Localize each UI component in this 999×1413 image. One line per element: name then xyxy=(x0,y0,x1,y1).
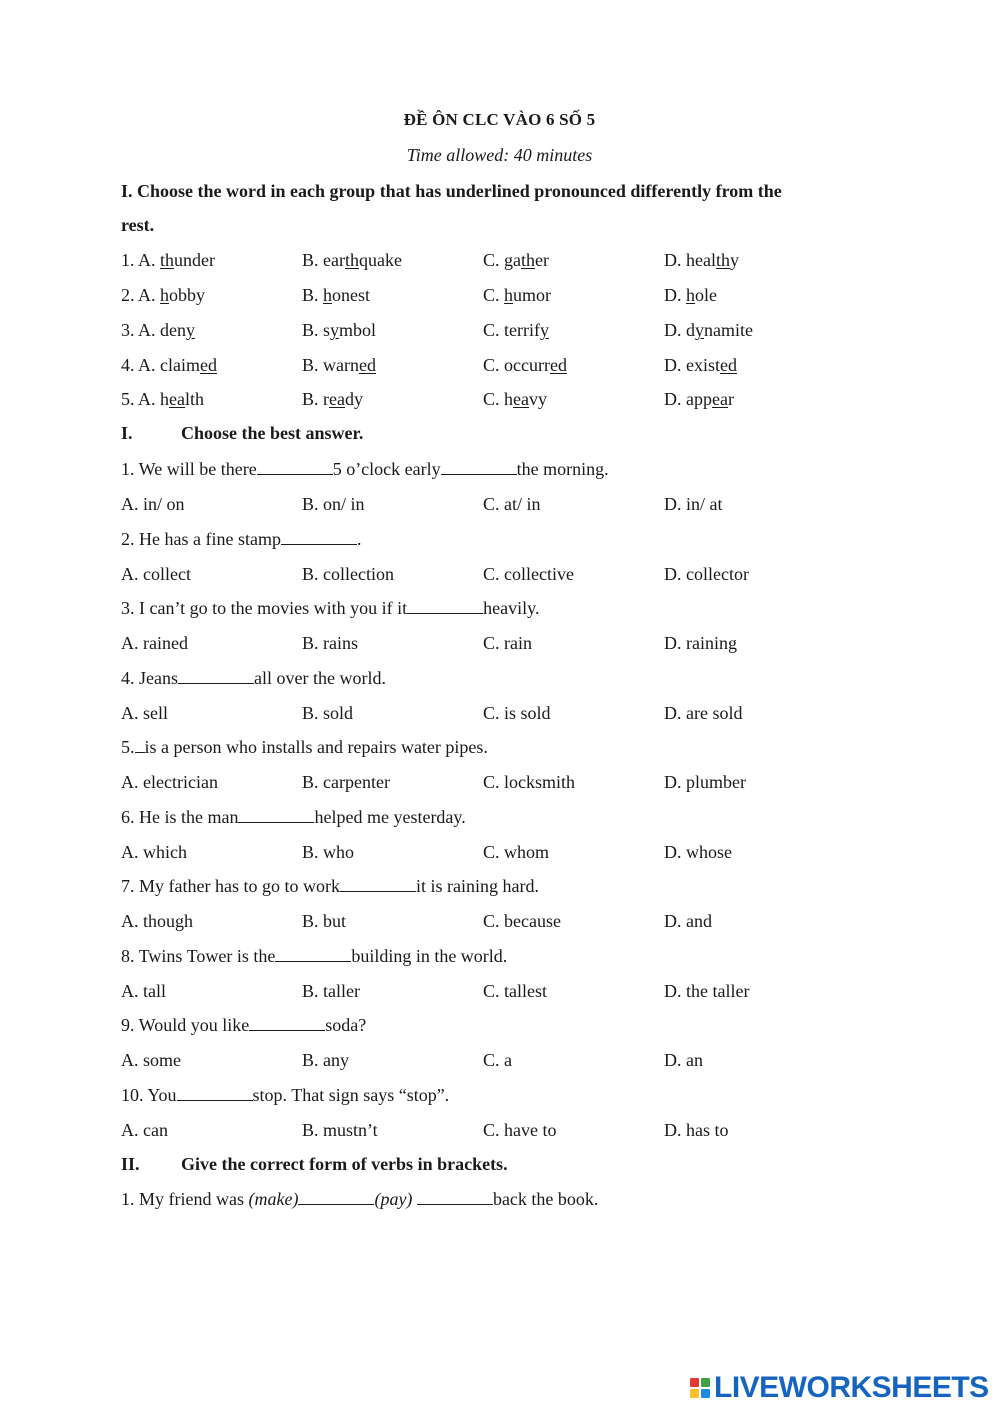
option-text: C. xyxy=(483,285,505,305)
option-text: D. d xyxy=(664,320,695,340)
answer-blank[interactable] xyxy=(407,597,483,614)
verb-hint-1: (make) xyxy=(248,1189,299,1209)
option-a[interactable] xyxy=(121,387,204,411)
section2-number: I. xyxy=(121,423,133,443)
option-c[interactable]: C. tallest xyxy=(483,981,547,1001)
option-text: quake xyxy=(359,250,402,270)
question-text: the morning. xyxy=(516,459,609,479)
underlined-letters: ea xyxy=(513,389,529,409)
question-text: soda? xyxy=(325,1015,367,1035)
logo-square-icon xyxy=(701,1389,710,1398)
option-text: B. r xyxy=(302,389,329,409)
option-text: A. xyxy=(138,250,161,270)
option-a[interactable]: A. which xyxy=(121,842,187,862)
answer-blank[interactable] xyxy=(238,806,314,823)
option-d[interactable]: D. and xyxy=(664,911,712,931)
question-4 xyxy=(121,666,386,690)
option-b[interactable]: B. mustn’t xyxy=(302,1120,378,1140)
question-text: helped me yesterday. xyxy=(314,807,466,827)
options-row xyxy=(0,1118,999,1142)
underlined-letters: ea xyxy=(169,389,185,409)
option-text: obby xyxy=(169,285,206,305)
underlined-letters: ea xyxy=(329,389,345,409)
option-c[interactable]: C. is sold xyxy=(483,703,551,723)
question-3 xyxy=(121,596,539,620)
option-text: er xyxy=(535,250,549,270)
option-b[interactable]: B. sold xyxy=(302,703,354,723)
question-5 xyxy=(121,735,488,759)
verb-question-suffix: back the book. xyxy=(492,1189,599,1209)
underlined-letters: ea xyxy=(712,389,728,409)
question-number: 2. xyxy=(121,285,135,305)
option-text: y xyxy=(730,250,739,270)
option-a[interactable]: A. rained xyxy=(121,633,188,653)
question-text: 10. You xyxy=(121,1085,177,1105)
option-d[interactable] xyxy=(664,353,737,377)
option-text: C. h xyxy=(483,389,514,409)
pronunciation-row xyxy=(0,387,999,411)
question-number: 3. xyxy=(121,320,135,340)
option-a[interactable]: A. can xyxy=(121,1120,168,1140)
option-text: onest xyxy=(332,285,371,305)
answer-blank[interactable] xyxy=(417,1188,493,1205)
underlined-letters: y xyxy=(695,320,704,340)
option-c[interactable]: C. have to xyxy=(483,1120,557,1140)
option-c[interactable]: C. at/ in xyxy=(483,494,541,514)
option-b[interactable] xyxy=(302,283,370,307)
option-b[interactable]: B. rains xyxy=(302,633,358,653)
option-a[interactable] xyxy=(121,283,205,307)
option-b[interactable] xyxy=(302,353,376,377)
options-row xyxy=(0,492,999,516)
section1-heading-cont: rest. xyxy=(121,215,155,235)
option-a[interactable]: A. collect xyxy=(121,564,191,584)
option-a[interactable] xyxy=(121,318,195,342)
option-d[interactable] xyxy=(664,387,734,411)
option-text: vy xyxy=(529,389,547,409)
page-title: ĐỀ ÔN CLC VÀO 6 SỐ 5 xyxy=(403,110,596,129)
pronunciation-row xyxy=(0,318,999,342)
option-c[interactable]: C. collective xyxy=(483,564,574,584)
underlined-letters: y xyxy=(330,320,340,340)
question-text: 8. Twins Tower is the xyxy=(121,946,276,966)
option-text: A. den xyxy=(138,320,187,340)
underlined-letters: th xyxy=(521,250,536,270)
verb-question-prefix: 1. My friend was xyxy=(121,1189,249,1209)
logo-square-icon xyxy=(690,1389,699,1398)
question-text: stop. That sign says “stop”. xyxy=(252,1085,450,1105)
option-text: under xyxy=(174,250,216,270)
option-text: B. xyxy=(302,285,324,305)
section3-title: Give the correct form of verbs in brackets. xyxy=(181,1154,508,1174)
underlined-letters: ed xyxy=(200,355,217,375)
section2-title: Choose the best answer. xyxy=(181,423,364,443)
logo-square-icon xyxy=(690,1378,699,1387)
section1-heading: I. Choose the word in each group that has underlined pronounced differently from the xyxy=(121,181,782,201)
option-a[interactable]: A. sell xyxy=(121,703,168,723)
option-text: C. occurr xyxy=(483,355,550,375)
option-text: B. warn xyxy=(302,355,359,375)
question-2 xyxy=(121,527,361,551)
question-text: 3. I can’t go to the movies with you if it xyxy=(121,598,408,618)
option-d[interactable]: D. whose xyxy=(664,842,732,862)
option-b[interactable] xyxy=(302,248,402,272)
option-d[interactable]: D. raining xyxy=(664,633,737,653)
question-number: 1. xyxy=(121,250,135,270)
option-c[interactable]: C. because xyxy=(483,911,561,931)
option-b[interactable]: B. collection xyxy=(302,564,394,584)
option-d[interactable]: D. collector xyxy=(664,564,749,584)
option-text: r xyxy=(727,389,734,409)
underlined-letters: th xyxy=(344,250,359,270)
options-row xyxy=(0,701,999,725)
question-text: . xyxy=(356,529,362,549)
question-text: building in the world. xyxy=(351,946,508,966)
option-d[interactable] xyxy=(664,248,739,272)
option-d[interactable]: D. an xyxy=(664,1050,703,1070)
option-c[interactable]: C. whom xyxy=(483,842,550,862)
option-b[interactable]: B. carpenter xyxy=(302,772,390,792)
underlined-letters: h xyxy=(160,285,170,305)
underlined-letters: ed xyxy=(359,355,376,375)
section3-number: II. xyxy=(121,1154,140,1174)
option-text: A. xyxy=(138,285,161,305)
option-c[interactable]: C. rain xyxy=(483,633,532,653)
option-text: D. exist xyxy=(664,355,720,375)
question-text: 4. Jeans xyxy=(121,668,178,688)
pronunciation-row xyxy=(0,248,999,272)
option-a[interactable] xyxy=(121,248,215,272)
underlined-letters: ed xyxy=(720,355,737,375)
option-b[interactable]: B. who xyxy=(302,842,355,862)
option-c[interactable] xyxy=(483,353,567,377)
section2-heading xyxy=(121,421,363,445)
question-text: all over the world. xyxy=(254,668,386,688)
option-text: A. claim xyxy=(138,355,200,375)
option-c[interactable] xyxy=(483,248,549,272)
option-a[interactable]: A. some xyxy=(121,1050,181,1070)
question-text: 5. xyxy=(121,737,135,757)
option-c[interactable] xyxy=(483,318,549,342)
underlined-letters: th xyxy=(715,250,730,270)
underlined-letters: ed xyxy=(549,355,567,375)
options-row xyxy=(0,909,999,933)
underlined-letters: y xyxy=(186,320,196,340)
underlined-letters: h xyxy=(504,285,514,305)
option-b[interactable]: B. but xyxy=(302,911,347,931)
option-d[interactable] xyxy=(664,318,753,342)
option-text: A. h xyxy=(138,389,170,409)
option-a[interactable] xyxy=(121,353,217,377)
logo-text: LIVEWORKSHEETS xyxy=(714,1371,989,1404)
answer-blank[interactable] xyxy=(340,875,416,892)
answer-blank[interactable] xyxy=(275,945,351,962)
time-allowed: Time allowed: 40 minutes xyxy=(406,145,593,165)
answer-blank[interactable] xyxy=(135,736,145,753)
option-d[interactable]: D. in/ at xyxy=(664,494,723,514)
option-b[interactable]: B. on/ in xyxy=(302,494,365,514)
option-text: D. app xyxy=(664,389,712,409)
option-text: B. s xyxy=(302,320,331,340)
option-text: lth xyxy=(185,389,205,409)
question-text: 9. Would you like xyxy=(121,1015,250,1035)
options-row xyxy=(0,1048,999,1072)
option-c[interactable] xyxy=(483,283,551,307)
question-8 xyxy=(121,944,507,968)
option-b[interactable] xyxy=(302,318,376,342)
question-text: 1. We will be there xyxy=(121,459,257,479)
answer-blank[interactable] xyxy=(257,458,333,475)
answer-blank[interactable] xyxy=(178,667,254,684)
question-number: 4. xyxy=(121,355,135,375)
verb-question-1 xyxy=(121,1187,598,1211)
option-text: umor xyxy=(513,285,552,305)
answer-blank[interactable] xyxy=(177,1084,253,1101)
option-text: D. heal xyxy=(664,250,716,270)
underlined-letters: h xyxy=(686,285,695,305)
answer-blank[interactable] xyxy=(441,458,517,475)
question-6 xyxy=(121,805,466,829)
option-d[interactable]: D. the taller xyxy=(664,981,750,1001)
option-text: mbol xyxy=(339,320,377,340)
question-number: 5. xyxy=(121,389,135,409)
option-text: B. ear xyxy=(302,250,345,270)
option-text: C. terrif xyxy=(483,320,540,340)
options-row xyxy=(0,979,999,1003)
option-a[interactable]: A. tall xyxy=(121,981,166,1001)
option-d[interactable]: D. has to xyxy=(664,1120,729,1140)
question-text: it is raining hard. xyxy=(415,876,539,896)
option-c[interactable]: C. locksmith xyxy=(483,772,576,792)
question-text: is a person who installs and repairs water pipes. xyxy=(144,737,488,757)
question-10 xyxy=(121,1083,449,1107)
question-9 xyxy=(121,1013,366,1037)
underlined-letters: y xyxy=(539,320,549,340)
question-text: 2. He has a fine stamp xyxy=(121,529,281,549)
question-1 xyxy=(121,457,609,481)
pronunciation-row xyxy=(0,283,999,307)
options-row xyxy=(0,562,999,586)
option-a[interactable]: A. electrician xyxy=(121,772,218,792)
option-text: dy xyxy=(344,389,363,409)
option-text: namite xyxy=(704,320,753,340)
option-d[interactable] xyxy=(664,283,717,307)
option-b[interactable] xyxy=(302,387,363,411)
liveworksheets-logo xyxy=(690,1373,989,1403)
options-row xyxy=(0,840,999,864)
answer-blank[interactable] xyxy=(249,1014,325,1031)
logo-square-icon xyxy=(701,1378,710,1387)
question-text: 7. My father has to go to work xyxy=(121,876,340,896)
option-a[interactable]: A. in/ on xyxy=(121,494,185,514)
option-b[interactable]: B. taller xyxy=(302,981,360,1001)
question-text: 5 o’clock early xyxy=(332,459,441,479)
option-c[interactable] xyxy=(483,387,547,411)
options-row xyxy=(0,631,999,655)
pronunciation-row xyxy=(0,353,999,377)
underlined-letters: th xyxy=(160,250,175,270)
option-a[interactable]: A. though xyxy=(121,911,193,931)
question-text: heavily. xyxy=(483,598,540,618)
option-b[interactable]: B. any xyxy=(302,1050,349,1070)
option-c[interactable]: C. a xyxy=(483,1050,512,1070)
option-d[interactable]: D. are sold xyxy=(664,703,743,723)
underlined-letters: h xyxy=(323,285,333,305)
verb-hint-2: (pay) xyxy=(374,1189,413,1209)
option-text: C. ga xyxy=(483,250,521,270)
option-d[interactable]: D. plumber xyxy=(664,772,746,792)
options-row xyxy=(0,770,999,794)
logo-mark-icon xyxy=(690,1378,710,1398)
question-7 xyxy=(121,874,539,898)
option-text: ole xyxy=(695,285,717,305)
question-text: 6. He is the man xyxy=(121,807,239,827)
option-text: D. xyxy=(664,285,686,305)
answer-blank[interactable] xyxy=(298,1188,374,1205)
answer-blank[interactable] xyxy=(281,528,357,545)
section3-heading xyxy=(121,1152,508,1176)
